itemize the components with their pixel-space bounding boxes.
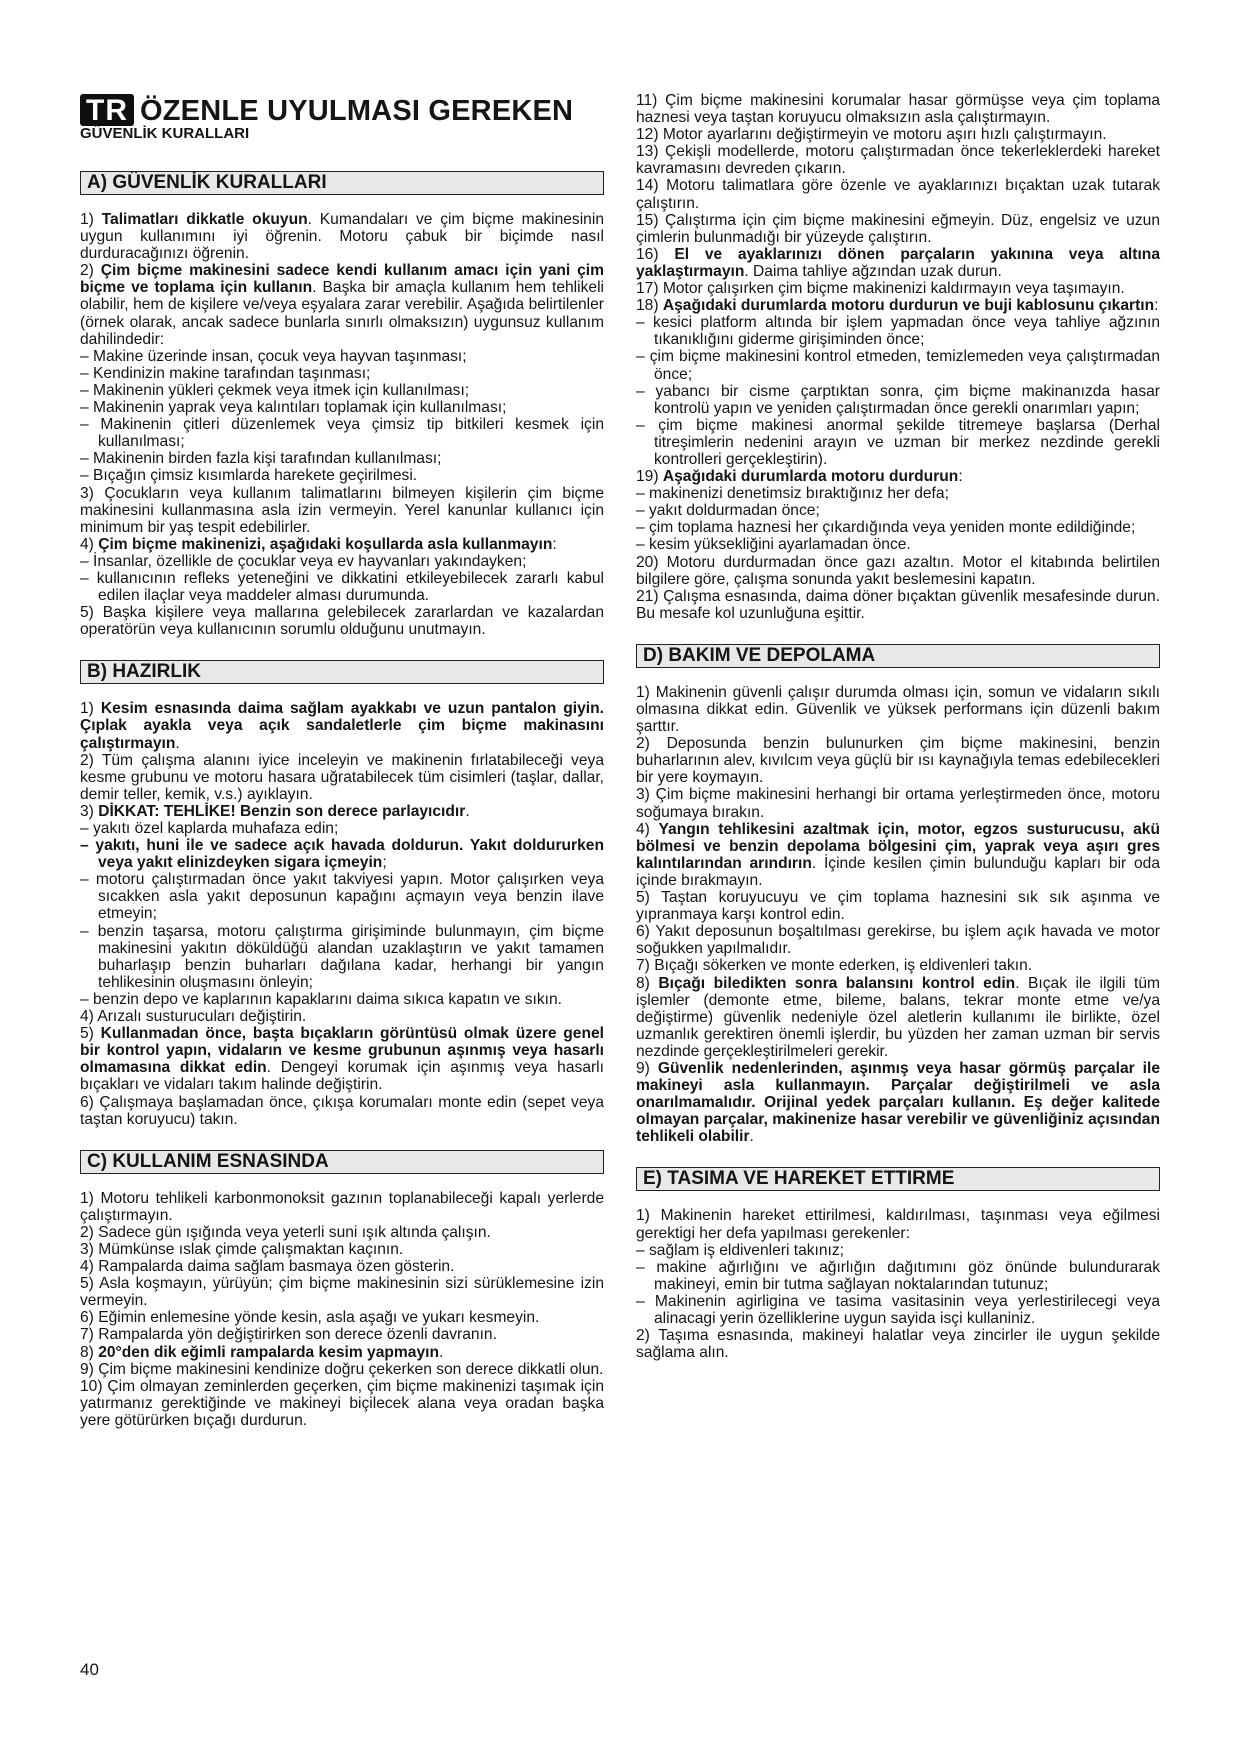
section-b-heading: B) HAZIRLIK bbox=[80, 660, 604, 684]
language-badge: TR bbox=[80, 94, 134, 126]
rule-c13: 13) Çekişli modellerde, motoru çalıştırmadan önce tekerleklerdeki hareket kavramasını devreden çıkarın. bbox=[636, 143, 1160, 178]
page-title: ÖZENLE UYULMASI GEREKEN bbox=[140, 95, 574, 127]
list-item: – makine ağırlığını ve ağırlığın dağıtımını göz önünde bulundurarak makineyi, emin bir tutma sağlayan noktalarından tutunuz; bbox=[636, 1258, 1160, 1293]
rule-c11: 11) Çim biçme makinesini korumalar hasar görmüşse veya çim toplama haznesi veya taştan koruyucu olmaksızın asla çalıştırmayın. bbox=[636, 92, 1160, 127]
section-d-heading: D) BAKIM VE DEPOLAMA bbox=[636, 644, 1160, 668]
rule-a2: 2) Çim biçme makinesini sadece kendi kullanım amacı için yani çim biçme ve toplama için kullanın. Başka bir amaçla kullanım hem tehlikeli olabilir, hem de kişilere ve/veya eşyalara zarar verebilir. Aşağıda belirtilenler (örnek olarak, ancak sadece bunlarla sınırlı olmaksızın) uygunsuz kullanım dahilindedir: bbox=[80, 262, 605, 348]
rule-b5: 5) Kullanmadan önce, başta bıçakların görüntüsü olmak üzere genel bir kontrol yapın, vidaların ve kesme grubunun aşınmış veya hasarlı olmamasına dikkat edin. Dengeyi korumak için aşınmış veya hasarlı bıçakları ve vidaları takım halinde değiştirin. bbox=[80, 1025, 605, 1094]
list-item: – Bıçağın çimsiz kısımlarda harekete geçirilmesi. bbox=[80, 467, 418, 485]
section-e-heading: E) TASIMA VE HAREKET ETTIRME bbox=[636, 1167, 1160, 1191]
list-item: – Kendinizin makine tarafından taşınması; bbox=[80, 364, 371, 382]
list-item: – Makinenin yükleri çekmek veya itmek için kullanılması; bbox=[80, 381, 470, 399]
section-a-heading: A) GÜVENLİK KURALLARI bbox=[80, 171, 604, 195]
list-item: – kullanıcının refleks yeteneğini ve dikkatini etkileyebilecek zararlı kabul edilen ilaçlar veya maddeler alması durumunda. bbox=[80, 569, 604, 605]
list-item: – benzin taşarsa, motoru çalıştırma girişiminde bulunmayın, çim biçme makinesini yakıtın döküldüğü alandan uzaklaştırın ve yakıt tamamen buharlaşıp benzin buharları dağılana kadar, herhangi bir yangın tehlikesinin oluşmasını önleyin; bbox=[80, 922, 604, 991]
list-item: – Makinenin yaprak veya kalıntıları toplamak için kullanılması; bbox=[80, 399, 507, 417]
rule-e1: 1) Makinenin hareket ettirilmesi, kaldırılması, taşınması veya eğilmesi gerektigi her defa yapılması gerekenler: bbox=[636, 1207, 1160, 1242]
rule-c15: 15) Çalıştırma için çim biçme makinesini eğmeyin. Düz, engelsiz ve uzun çimlerin bulunmadığı bir yüzeyde çalıştırın. bbox=[636, 211, 1160, 246]
list-item: – benzin depo ve kaplarının kapaklarını daima sıkıca kapatın ve sıkın. bbox=[80, 990, 562, 1008]
list-item: – yakıtı özel kaplarda muhafaza edin; bbox=[80, 820, 339, 837]
rule-d5: 5) Taştan koruyucuyu ve çim toplama haznesini sık sık aşınma ve yıpranmaya karşı kontrol edin. bbox=[636, 889, 1160, 924]
rule-c1: 1) Motoru tehlikeli karbonmonoksit gazının toplanabileceği kapalı yerlerde çalıştırmayın. bbox=[80, 1189, 604, 1224]
list-item: – çim toplama haznesi her çıkardığında veya yeniden monte edildiğinde; bbox=[636, 519, 1136, 537]
rule-d8: 8) Bıçağı biledikten sonra balansını kontrol edin. Bıçak ile ilgili tüm işlemler (demonte etme, bileme, balans, tekrar monte etme ve/ya değiştirme) güvenlik nedeniyle özel aletlerin kullanımı ile birlikte, özel uzmanlık gerektiren önemli işlerdir, bu yüzden her zaman uzman bir servis nezdinde gerçekleştirilmeleri gerekir. bbox=[636, 974, 1160, 1060]
rule-c4: 4) Rampalarda daima sağlam basmaya özen gösterin. bbox=[80, 1258, 455, 1276]
rule-c8: 8) 20°den dik eğimli rampalarda kesim yapmayın. bbox=[80, 1343, 444, 1361]
rule-c12: 12) Motor ayarlarını değiştirmeyin ve motoru aşırı hızlı çalıştırmayın. bbox=[636, 126, 1107, 144]
rule-b3: 3) DİKKAT: TEHLİKE! Benzin son derece parlayıcıdır. bbox=[80, 802, 470, 820]
right-column bbox=[636, 92, 1160, 1361]
title-block bbox=[80, 94, 604, 141]
rule-c16: 16) El ve ayaklarınızı dönen parçaların yakınına veya altına yaklaştırmayın. Daima tahliye ağzından uzak durun. bbox=[636, 245, 1160, 280]
title-line bbox=[80, 94, 604, 126]
page-number: 40 bbox=[80, 1660, 99, 1679]
rule-c2: 2) Sadece gün ışığında veya yeterli suni ışık altında çalışın. bbox=[80, 1223, 491, 1241]
rule-a3: 3) Çocukların veya kullanım talimatlarını bilmeyen kişilerin çim biçme makinesini kullanmasına asla izin vermeyin. Yerel kanunlar kullanıcı için minimum bir yaş tespit edebilirler. bbox=[80, 484, 604, 536]
rule-b2: 2) Tüm çalışma alanını iyice inceleyin ve makinenin fırlatabileceği veya kesme grubunu ve motoru hasara uğratabilecek tüm cisimleri (taşlar, dallar, demir teller, kemik, v.s.) ayıklayın. bbox=[80, 751, 604, 803]
list-item: – yakıt doldurmadan önce; bbox=[636, 502, 820, 520]
list-item: – motoru çalıştırmadan önce yakıt takviyesi yapın. Motor çalışırken veya sıcakken asla yakıt deposunun kapağını açmayın veya benzin ilave etmeyin; bbox=[80, 871, 604, 923]
rule-d7: 7) Bıçağı sökerken ve monte ederken, iş eldivenleri takın. bbox=[636, 957, 1033, 975]
rule-d4: 4) Yangın tehlikesini azaltmak için, motor, egzos susturucusu, akü bölmesi ve benzin depolama bölgesini çim, yaprak veya aşırı gres kalıntılarından arındırın. İçinde kesilen çimin bulunduğu kapları bir oda içinde bırakmayın. bbox=[636, 820, 1160, 889]
rule-e2: 2) Taşıma esnasında, makineyi halatlar veya zincirler ile uygun şekilde sağlama alın. bbox=[636, 1327, 1160, 1362]
list-item: – kesici platform altında bir işlem yapmadan önce veya tahliye ağzının tıkanıklığını giderme girişiminden önce; bbox=[636, 314, 1160, 349]
list-item: – çim biçme makinesi anormal şekilde titremeye başlarsa (Derhal titreşimlerin nedenini arayın ve uzman bir merkez nezdinde gerekli kontrolleri gerçekleştirin). bbox=[636, 416, 1160, 468]
rule-d1: 1) Makinenin güvenli çalışır durumda olması için, somun ve vidaların sıkılı olmasına dikkat edin. Güvenlik ve yüksek performans için düzenli bakım şarttır. bbox=[636, 683, 1160, 736]
rule-a4: 4) Çim biçme makinenizi, aşağıdaki koşullarda asla kullanmayın: bbox=[80, 535, 557, 553]
page-subtitle: GÜVENLİK KURALLARI bbox=[80, 125, 250, 142]
rule-a1: 1) Talimatları dikkatle okuyun. Kumandaları ve çim biçme makinesinin uygun kullanımını iyi öğrenin. Motoru çabuk bir biçimde nasıl durduracağınızı öğrenin. bbox=[80, 211, 604, 263]
rule-c6: 6) Eğimin enlemesine yönde kesin, asla aşağı ve yukarı kesmeyin. bbox=[80, 1309, 540, 1327]
rule-c20: 20) Motoru durdurmadan önce gazı azaltın. Motor el kitabında belirtilen bilgilere göre, çalışma sonunda yakıt beslemesini kapatın. bbox=[636, 553, 1160, 588]
left-column bbox=[80, 94, 604, 1429]
list-item: – yakıtı, huni ile ve sadece açık havada doldurun. Yakıt doldururken veya yakıt elinizdeyken sigara içmeyin; bbox=[80, 837, 604, 872]
rule-c14: 14) Motoru talimatlara göre özenle ve ayaklarınızı bıçaktan uzak tutarak çalıştırın. bbox=[636, 177, 1160, 212]
rule-c7: 7) Rampalarda yön değiştirirken son derece özenli davranın. bbox=[80, 1326, 497, 1344]
list-item: – sağlam iş eldivenleri takınız; bbox=[636, 1241, 845, 1259]
list-item: – yabancı bir cisme çarptıktan sonra, çim biçme makinanızda hasar kontrolü yapın ve yeniden çalıştırmadan önce gerekli onarımları yapın; bbox=[636, 382, 1160, 417]
section-c-heading: C) KULLANIM ESNASINDA bbox=[80, 1150, 604, 1174]
list-item: – Makinenin birden fazla kişi tarafından kullanılması; bbox=[80, 450, 442, 468]
rule-b4: 4) Arızalı susturucuları değiştirin. bbox=[80, 1008, 307, 1026]
rule-d2: 2) Deposunda benzin bulunurken çim biçme makinesini, benzin buharlarının alev, kıvılcım veya güçlü bir ısı kaynağıyla temas edebilecekleri bir yere koymayın. bbox=[636, 735, 1160, 787]
list-item: – İnsanlar, özellikle de çocuklar veya ev hayvanları yakındayken; bbox=[80, 552, 527, 570]
rule-c5: 5) Asla koşmayın, yürüyün; çim biçme makinesinin sizi sürüklemesine izin vermeyin. bbox=[80, 1275, 604, 1310]
list-item: – Makine üzerinde insan, çocuk veya hayvan taşınması; bbox=[80, 347, 467, 365]
rule-c21: 21) Çalışma esnasında, daima döner bıçaktan güvenlik mesafesinde durun. Bu mesafe kol uzunluğuna eşittir. bbox=[636, 587, 1160, 622]
rule-c9: 9) Çim biçme makinesini kendinize doğru çekerken son derece dikkatli olun. bbox=[80, 1360, 604, 1378]
list-item: – Makinenin çitleri düzenlemek veya çimsiz tip bitkileri kesmek için kullanılması; bbox=[80, 416, 604, 451]
rule-c17: 17) Motor çalışırken çim biçme makinenizi kaldırmayın veya taşımayın. bbox=[636, 280, 1125, 298]
rule-d3: 3) Çim biçme makinesini herhangi bir ortama yerleştirmeden önce, motoru soğumaya bırakın. bbox=[636, 786, 1160, 821]
list-item: – makinenizi denetimsiz bıraktığınız her defa; bbox=[636, 485, 949, 503]
list-item: – çim biçme makinesini kontrol etmeden, temizlemeden veya çalıştırmadan önce; bbox=[636, 348, 1160, 383]
list-item: – kesim yüksekliğini ayarlamadan önce. bbox=[636, 536, 911, 554]
rule-a5: 5) Başka kişilere veya mallarına gelebilecek zararlardan ve kazalardan operatörün veya kullanıcının sorumlu olduğunu unutmayın. bbox=[80, 604, 604, 639]
rule-c19: 19) Aşağıdaki durumlarda motoru durdurun: bbox=[636, 468, 963, 486]
rule-d9: 9) Güvenlik nedenlerinden, aşınmış veya hasar görmüş parçalar ile makineyi asla kullanmayın. Parçalar değiştirilmeli ve asla onarılmamalıdır. Orijinal yedek parçaları kullanın. Eş değer kalitede olmayan parçalar, makinenize hasar verebilir ve güvenliğiniz açısından tehlikeli olabilir. bbox=[636, 1059, 1160, 1146]
rule-b1: 1) Kesim esnasında daima sağlam ayakkabı ve uzun pantalon giyin. Çıplak ayakla veya açık sandaletlerle çim biçme makinasını çalıştırmayın. bbox=[80, 700, 604, 752]
rule-b6: 6) Çalışmaya başlamadan önce, çıkışa korumaları monte edin (sepet veya taştan koruyucu) takın. bbox=[80, 1093, 604, 1128]
rule-c10: 10) Çim olmayan zeminlerden geçerken, çim biçme makinenizi taşımak için yatırmanız gerektiğinde ve makineyi biçilecek alana veya oradan başka yere götürürken bıçağı durdurun. bbox=[80, 1377, 604, 1429]
rule-c18: 18) Aşağıdaki durumlarda motoru durdurun ve buji kablosunu çıkartın: bbox=[636, 297, 1159, 315]
list-item: – Makinenin agirligina ve tasima vasitasinin veya yerlestirilecegi veya alinacagi yerin özelliklerine uygun sayida isçi kullaniniz. bbox=[636, 1292, 1160, 1327]
rule-d6: 6) Yakıt deposunun boşaltılması gerekirse, bu işlem açık havada ve motor soğukken yapılmalıdır. bbox=[636, 923, 1160, 958]
rule-c3: 3) Mümkünse ıslak çimde çalışmaktan kaçının. bbox=[80, 1240, 404, 1258]
